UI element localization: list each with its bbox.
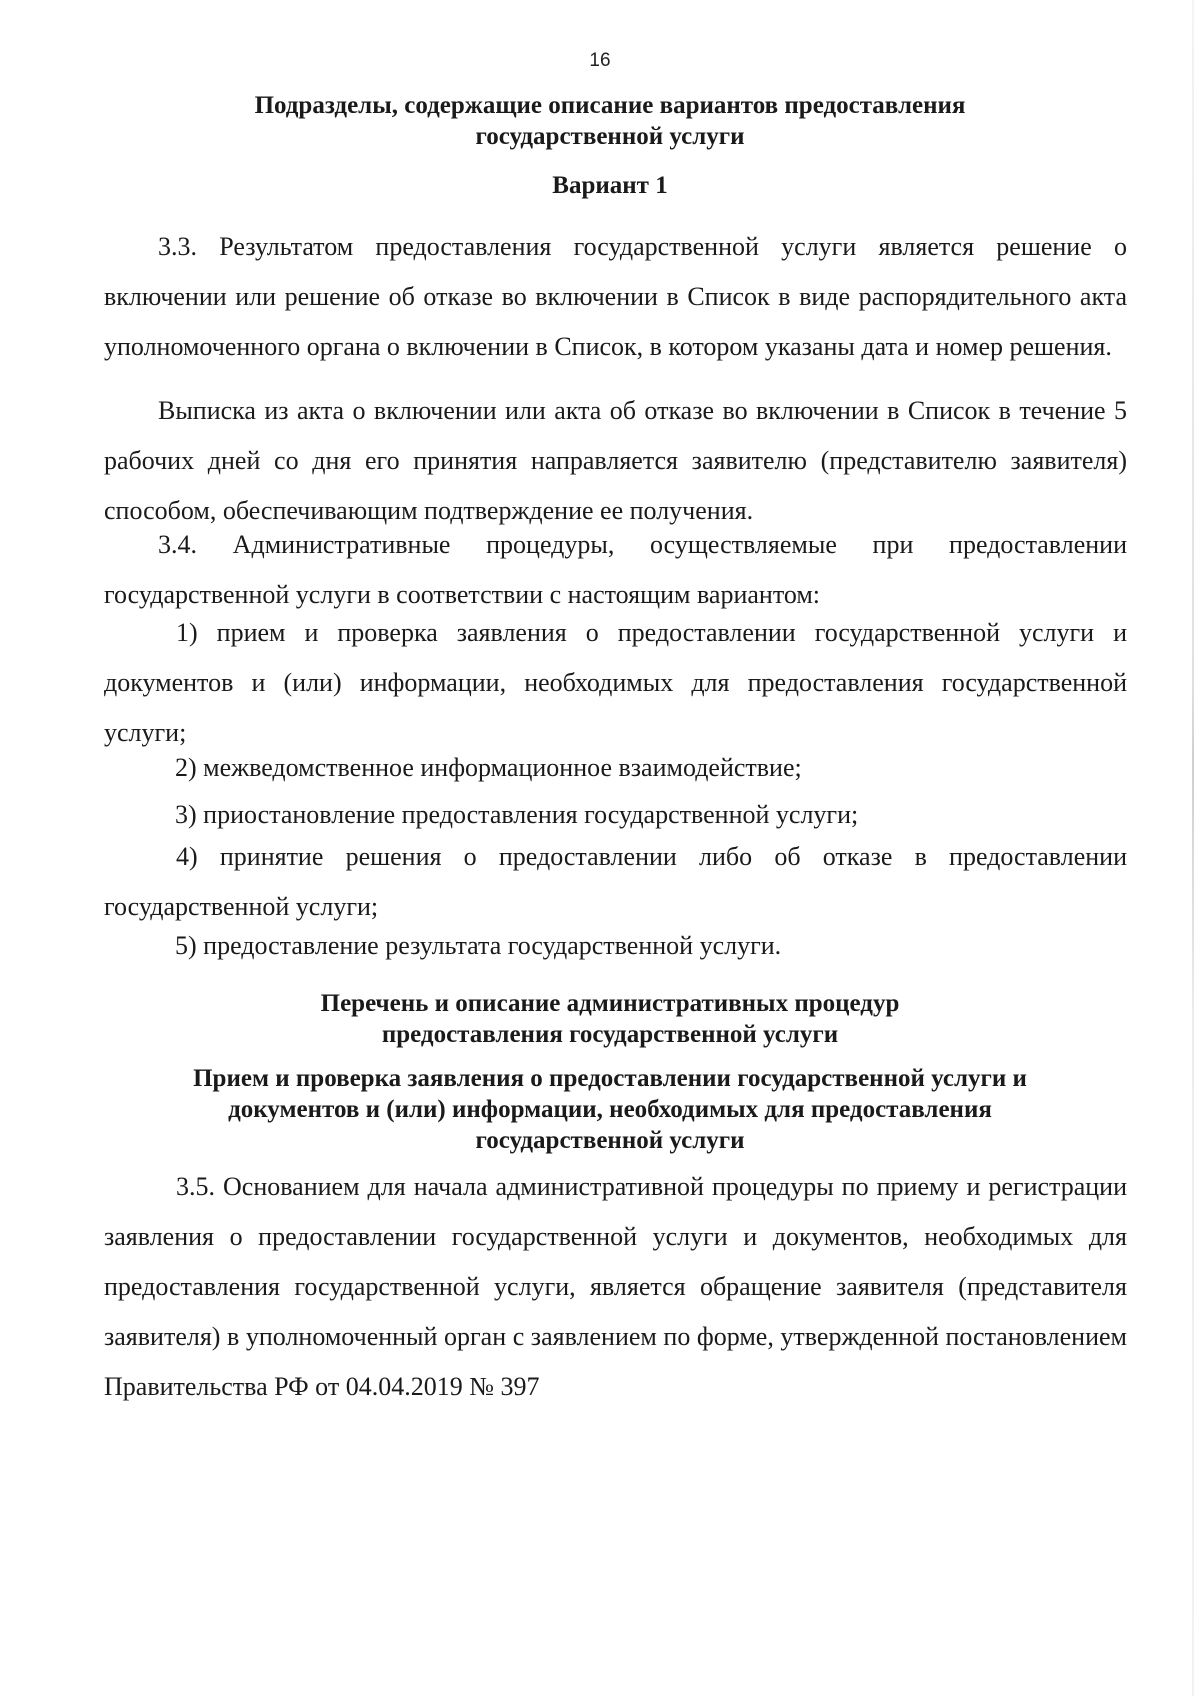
heading-line: государственной услуги	[475, 1127, 745, 1154]
heading-line: Подразделы, содержащие описание вариантов предоставления	[254, 92, 966, 119]
section-heading-variants	[150, 90, 1070, 152]
list-item-5: 5) предоставление результата государственной услуги.	[175, 931, 782, 960]
list-item-1: 1) прием и проверка заявления о предоставлении государственной услуги и документов и (или) информации, необходимых для предоставления государственной услуги;	[104, 618, 1127, 747]
section-heading-procedures	[150, 988, 1070, 1050]
paragraph-3-4: 3.4. Административные процедуры, осуществляемые при предоставлении государственной услуги в соответствии с настоящим вариантом:	[104, 530, 1127, 609]
paragraph-3-5: 3.5. Основанием для начала административной процедуры по приему и регистрации заявления о предоставлении государственной услуги и документов, необходимых для предоставления государственной услуги, является обращение заявителя (представителя заявителя) в уполномоченный орган с заявлением по форме, утвержденной постановлением Правительства РФ от 04.04.2019 № 397	[104, 1172, 1127, 1401]
scan-edge-shadow	[1192, 0, 1194, 1696]
variant-heading: Вариант 1	[552, 172, 668, 199]
subsection-heading-reception	[150, 1063, 1070, 1156]
heading-line: Перечень и описание административных процедур	[320, 990, 900, 1017]
heading-line: Прием и проверка заявления о предоставлении государственной услуги и	[193, 1065, 1027, 1092]
list-item-3: 3) приостановление предоставления государственной услуги;	[175, 800, 859, 829]
heading-line: документов и (или) информации, необходимых для предоставления	[228, 1096, 992, 1123]
paragraph-3-3: 3.3. Результатом предоставления государственной услуги является решение о включении или решение об отказе во включении в Список в виде распорядительного акта уполномоченного органа о включении в Список, в котором указаны дата и номер решения.	[104, 232, 1127, 361]
heading-line: государственной услуги	[475, 123, 745, 150]
heading-line: предоставления государственной услуги	[381, 1021, 839, 1048]
paragraph-extract: Выписка из акта о включении или акта об отказе во включении в Список в течение 5 рабочих дней со дня его принятия направляется заявителю (представителю заявителя) способом, обеспечивающим подтверждение ее получения.	[104, 396, 1127, 525]
list-item-4: 4) принятие решения о предоставлении либо об отказе в предоставлении государственной услуги;	[104, 842, 1127, 921]
list-item-2: 2) межведомственное информационное взаимодействие;	[175, 753, 802, 782]
page-number: 16	[589, 50, 611, 71]
